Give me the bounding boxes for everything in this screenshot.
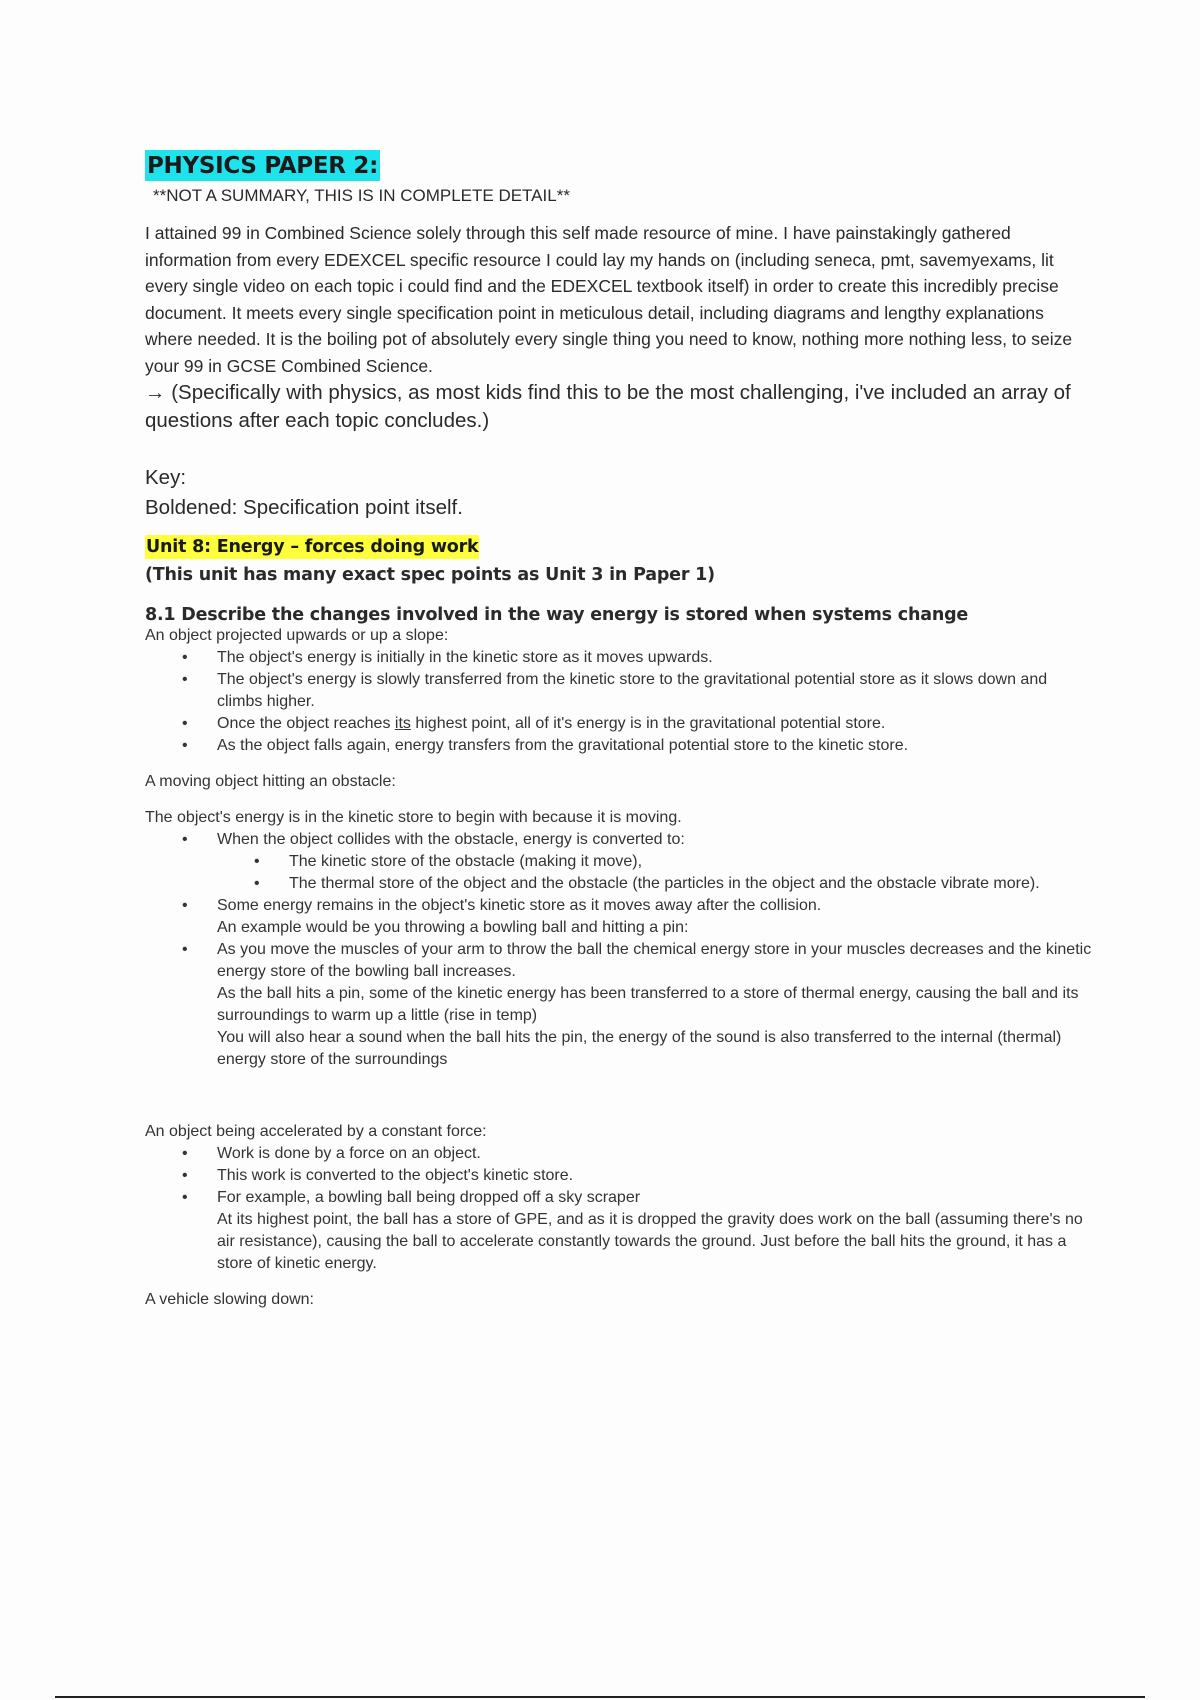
sub-list-item: • The kinetic store of the obstacle (making it move), [217,851,1095,873]
underlined-word: its [394,715,411,732]
key-bold-line: Boldened: Specification point itself. [145,496,463,519]
list-item: • The object's energy is slowly transferred from the kinetic store to the gravitational potential store as it slows down and climbs higher. [145,669,1095,713]
list-item-text: • For example, a bowling ball being dropped off a sky scraper [217,1189,641,1206]
list-item: • As the object falls again, energy transfers from the gravitational potential store to the kinetic store. [145,735,1095,757]
sub-list-item: • The thermal store of the object and the obstacle (the particles in the object and the obstacle vibrate more). [217,873,1095,895]
section-intro-obstacle: The object's energy is in the kinetic store to begin with because it is moving. [145,809,682,826]
list-item-extra: As the ball hits a pin, some of the kinetic energy has been transferred to a store of thermal energy, causing the ball and its surroundings to warm up a little (rise in temp) [217,985,1079,1024]
list-item-extra: You will also hear a sound when the ball hits the pin, the energy of the sound is also transferred to the internal (thermal) energy store of the surroundings [217,1029,1062,1068]
list-item-extra: An example would be you throwing a bowling ball and hitting a pin: [217,919,689,936]
section-heading-obstacle: A moving object hitting an obstacle: [145,773,396,790]
key-legend [145,463,1095,523]
list-item [145,939,1095,1071]
document-subtitle: **NOT A SUMMARY, THIS IS IN COMPLETE DETAIL** [153,186,570,205]
section-heading-vehicle: A vehicle slowing down: [145,1291,314,1308]
list-item-text: When the object collides with the obstacle, energy is converted to: [217,831,685,848]
unit-note: (This unit has many exact spec points as Unit 3 in Paper 1) [145,565,715,585]
list-item: • Work is done by a force on an object. [145,1143,1095,1165]
bullet-list-obstacle [145,829,1095,1071]
document-page [145,150,1095,1311]
unit-title: Unit 8: Energy – forces doing work [146,537,479,557]
text-run: Once the object reaches [217,715,395,732]
key-label: Key: [145,466,187,489]
section-heading-projected: An object projected upwards or up a slope: [145,627,449,644]
list-item [145,713,1095,735]
intro-paragraph: I attained 99 in Combined Science solely through this self made resource of mine. I have painstakingly gathered information from every EDEXCEL specific resource I could lay my hands on (including seneca, pmt, savemyexams, lit every single video on each topic i could find and the EDEXCEL textbook itself) in order to create this incredibly precise document. It meets every single specification point in meticulous detail, including diagrams and lengthy explanations where needed. It is the boiling pot of absolutely every single thing you need to know, nothing more nothing less, to seize your 99 in GCSE Combined Science. [145,223,1073,376]
bullet-list-projected [145,647,1095,757]
bullet-list-accelerated [145,1143,1095,1275]
list-item-text: • As you move the muscles of your arm to throw the ball the chemical energy store in your muscles decreases and the kinetic energy store of the bowling ball increases. [217,941,1092,980]
list-item [145,1187,1095,1275]
intro-questions-note: → (Specifically with physics, as most kids find this to be the most challenging, i've included an array of questions after each topic concludes.) [145,381,1071,432]
list-item [145,829,1095,895]
list-item-text: • Some energy remains in the object's kinetic store as it moves away after the collision. [217,897,822,914]
text-run: highest point, all of it's energy is in the gravitational potential store. [410,715,886,732]
document-title: PHYSICS PAPER 2: [145,150,380,181]
section-heading-accelerated: An object being accelerated by a constant force: [145,1123,487,1140]
spec-point-heading: 8.1 Describe the changes involved in the way energy is stored when systems change [145,605,969,625]
page-bottom-rule [55,1696,1145,1698]
sub-bullet-list [217,851,1095,895]
list-item: • The object's energy is initially in the kinetic store as it moves upwards. [145,647,1095,669]
list-item: • This work is converted to the object's kinetic store. [145,1165,1095,1187]
list-item-extra: At its highest point, the ball has a store of GPE, and as it is dropped the gravity does work on the ball (assuming there's no air resistance), causing the ball to accelerate constantly towards the ground. Just before the ball hits the ground, it has a store of kinetic energy. [217,1211,1083,1272]
list-item [145,895,1095,939]
